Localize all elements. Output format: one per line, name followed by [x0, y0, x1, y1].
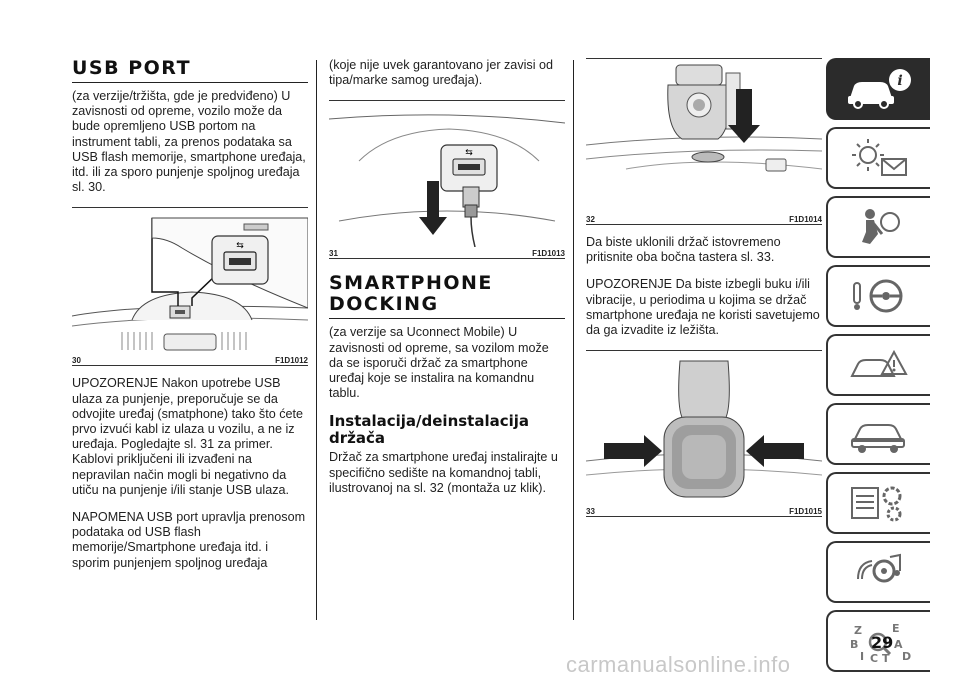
usb-unplug-illustration [329, 101, 565, 247]
tab-safety[interactable] [826, 196, 930, 258]
page-number: 29 [871, 633, 894, 652]
figure-30-caption [72, 354, 308, 365]
tab-starting-driving[interactable] [826, 265, 930, 327]
holder-warning: UPOZORENJE Da biste izbegli buku i/ili vibracije, u periodima u kojima se držač smartphone uređaja ne koristi savetujemo da ga izvadite iz ležišta. [586, 277, 820, 338]
index-letter: Z [854, 624, 862, 637]
remove-instruction: Da biste uklonili držač istovremeno pritisnite oba bočna tastera sl. 33. [586, 235, 781, 265]
road-emergency-icon [844, 342, 914, 388]
figure-33 [586, 350, 822, 517]
figure-number: 32 [586, 215, 595, 224]
smartphone-docking-title: SMARTPHONE DOCKING [329, 273, 565, 319]
column-1 [72, 58, 308, 583]
figure-30 [72, 207, 308, 366]
multimedia-icon [844, 549, 914, 595]
svg-text:i: i [897, 73, 903, 89]
usb-note: NAPOMENA USB port upravlja prenosom podataka od USB flash memorije/Smartphone uređaja itd. i sporim punjenjem spoljnog uređaja [72, 510, 306, 570]
figure-code: F1D1015 [789, 507, 822, 517]
holder-install-illustration [586, 59, 822, 213]
holder-remove-illustration [586, 351, 822, 505]
usb-port-illustration [72, 208, 308, 354]
tab-warning-lights[interactable] [826, 127, 930, 189]
warning-lights-icon [844, 135, 914, 181]
install-subtitle: Instalacija/deinstalacija držača [329, 412, 530, 448]
tab-maintenance[interactable] [826, 403, 930, 465]
car-maintenance-icon [844, 411, 914, 457]
index-letter: D [902, 650, 912, 663]
technical-data-icon [844, 480, 914, 526]
svg-text:⇆: ⇆ [465, 148, 473, 159]
figure-number: 31 [329, 249, 338, 259]
figure-number: 30 [72, 356, 81, 366]
column-divider [316, 60, 317, 620]
airbag-safety-icon [844, 204, 914, 250]
tab-technical-data[interactable] [826, 472, 930, 534]
column-divider [573, 60, 574, 620]
column-2 [329, 58, 565, 508]
tab-multimedia[interactable] [826, 541, 930, 603]
figure-32-caption [586, 213, 822, 224]
figure-33-caption [586, 505, 822, 516]
svg-text:⇆: ⇆ [236, 241, 244, 252]
install-text: Držač za smartphone uređaj instalirajte u specifično sedište na komandnoj tabli, ilustrovanoj na sl. 32 (montaža uz klik). [329, 450, 558, 495]
figure-32 [586, 58, 822, 225]
index-letter: T [882, 652, 890, 664]
figure-code: F1D1013 [532, 249, 565, 259]
car-info-icon [844, 66, 914, 112]
index-letter: E [892, 622, 900, 635]
watermark: carmanualsonline.info [566, 652, 791, 677]
usb-warning: UPOZORENJE Nakon upotrebe USB ulaza za punjenje, preporučuje se da odvojite uređaj (smatphone) tako što ćete prvo izvući kabl iz ulaza u vozilu, a ne iz uređaja. Pogledajte sl. 31 za primer. Kablovi priključeni ili izvađeni na nepravilan način mogli bi negativno da utiču na punjenje i/ili stanje USB ulaza. [72, 376, 304, 497]
chapter-tabs [826, 58, 930, 679]
index-letter: I [860, 650, 865, 663]
steering-start-icon [844, 273, 914, 319]
figure-number: 33 [586, 507, 595, 517]
index-letter: A [894, 638, 903, 651]
figure-code: F1D1012 [275, 356, 308, 366]
tab-emergency[interactable] [826, 334, 930, 396]
figure-code: F1D1014 [789, 215, 822, 224]
usb-note-continued: (koje nije uvek garantovano jer zavisi od tipa/marke samog uređaja). [329, 58, 554, 88]
usb-port-title: USB PORT [72, 58, 308, 83]
figure-31 [329, 100, 565, 259]
docking-intro: (za verzije sa Uconnect Mobile) U zavisnosti od opreme, sa vozilom može da se isporuči držač za smartphone uređaj koje se instalira na komandnu tablu. [329, 325, 549, 401]
figure-31-caption [329, 247, 565, 258]
column-3 [586, 58, 822, 527]
index-letter: B [850, 638, 859, 651]
usb-port-intro: (za verzije/tržišta, gde je predviđeno) U zavisnosti od opreme, vozilo može da bude opremljeno USB portom na instrument tabli, za prenos podataka sa USB flash memorije, smartphone uređaja, itd. ili za sporo punjenje spoljnog uređaja sl. 30. [72, 89, 306, 195]
tab-car-info[interactable] [826, 58, 930, 120]
index-letter: C [870, 652, 879, 664]
